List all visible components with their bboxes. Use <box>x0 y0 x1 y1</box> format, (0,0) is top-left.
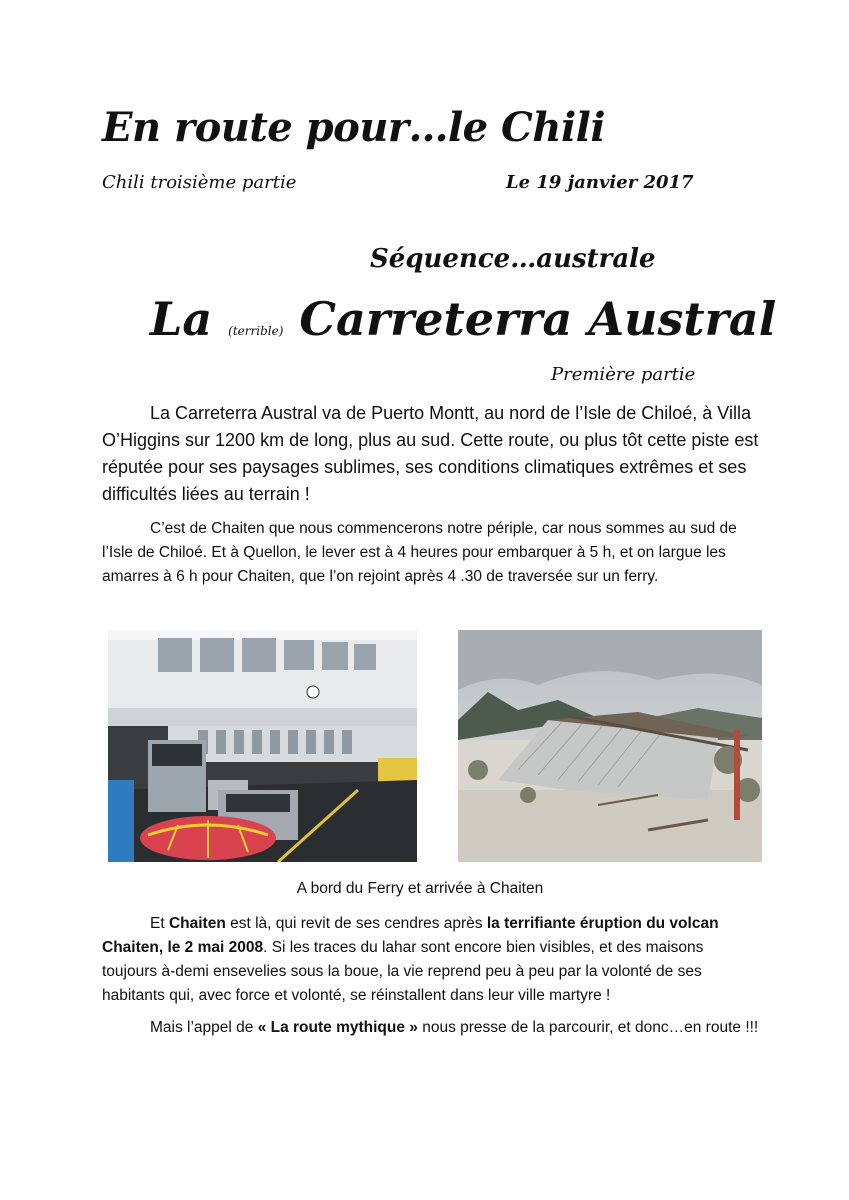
p3-text-2: est là, qui revit de ses cendres après <box>225 915 487 932</box>
photo-caption: A bord du Ferry et arrivée à Chaiten <box>296 880 544 897</box>
section-title <box>150 292 776 346</box>
title-la: La <box>150 292 213 346</box>
title-main: Carreterra Austral <box>299 292 777 346</box>
chaiten-photo <box>458 630 762 862</box>
p3-text-1: Et <box>150 915 169 932</box>
p4-text-2: nous presse de la parcourir, et donc…en route !!! <box>417 1019 759 1036</box>
paragraph-chaiten <box>102 912 762 1008</box>
title-small: (terrible) <box>228 324 284 338</box>
date-label: Le 19 janvier 2017 <box>506 172 694 193</box>
p3-bold-1: Chaiten <box>168 915 226 932</box>
p4-bold-1: « La route mythique » <box>257 1019 418 1036</box>
paragraph-intro: La Carreterra Austral va de Puerto Montt, au nord de l’Isle de Chiloé, à Villa O’Higgins sur 1200 km de long, plus au sud. Cette route, ou plus tôt cette piste est réputée pour ses paysages sublimes, ses conditions climatiques extrêmes et ses difficultés liées au terrain ! <box>102 403 759 504</box>
paragraph-departure: C’est de Chaiten que nous commencerons notre périple, car nous sommes au sud de l’Isle de Chiloé. Et à Quellon, le lever est à 4 heures pour embarquer à 5 h, et on largue les amarres à 6 h pour Chaiten, que l’on rejoint après 4 .30 de traversée sur un ferry. <box>102 520 737 585</box>
p3-text-3: . Si les traces du lahar sont encore bien visibles, et des maisons toujours à-demi ensevelies sous la boue, la vie reprend peu à peu par la volonté de ses habitants qui, avec force et volonté, se réinstallent dans leur ville martyre ! <box>102 939 704 1004</box>
sequence-heading: Séquence…australe <box>370 244 656 274</box>
p4-text-1: Mais l’appel de <box>150 1019 258 1036</box>
section-subtitle: Première partie <box>551 364 696 385</box>
page-title: En route pour…le Chili <box>102 104 606 151</box>
paragraph-route <box>102 1016 762 1040</box>
ferry-photo <box>108 630 417 862</box>
part-label: Chili troisième partie <box>102 172 297 193</box>
p3-bold-2: la terrifiante éruption du volcan Chaiten, le 2 mai 2008 <box>102 915 719 956</box>
